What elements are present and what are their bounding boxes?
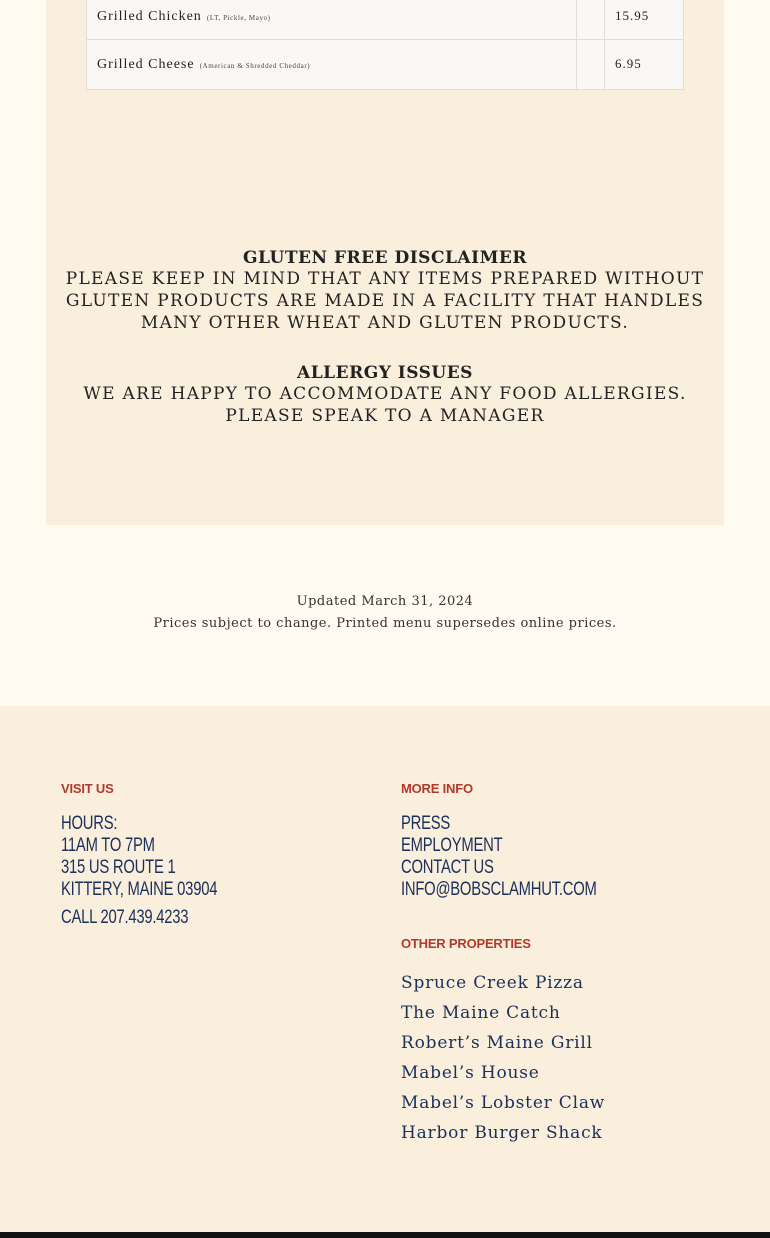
visit-us-heading: VISIT US xyxy=(61,781,114,796)
table-row xyxy=(87,0,683,40)
item-price: 15.95 xyxy=(615,8,650,23)
item-description: (American & Shredded Cheddar) xyxy=(199,62,311,70)
press-link[interactable]: PRESS xyxy=(401,813,451,834)
address-line-1: 315 US ROUTE 1 xyxy=(61,857,176,878)
other-properties-heading: OTHER PROPERTIES xyxy=(401,936,531,951)
other-properties-list xyxy=(401,968,605,1148)
updated-date: Updated March 31, 2024 xyxy=(296,594,474,609)
email-link[interactable]: INFO@BOBSCLAMHUT.COM xyxy=(401,879,597,900)
visit-info xyxy=(61,813,217,901)
more-info-heading: MORE INFO xyxy=(401,781,473,796)
allergy-body: WE ARE HAPPY TO ACCOMMODATE ANY FOOD ALLERGIES. PLEASE SPEAK TO A MANAGER xyxy=(83,384,687,426)
address-line-2: KITTERY, MAINE 03904 xyxy=(61,879,218,900)
table-row xyxy=(87,40,683,89)
employment-link[interactable]: EMPLOYMENT xyxy=(401,835,503,856)
item-name: Grilled Chicken xyxy=(97,9,202,24)
item-cell xyxy=(87,0,577,39)
hours-value: 11AM TO 7PM xyxy=(61,835,155,856)
allergy-title: ALLERGY ISSUES xyxy=(297,363,473,383)
site-footer xyxy=(0,706,770,1232)
more-info-links xyxy=(401,813,597,901)
property-link-mabels-house[interactable]: Mabel’s House xyxy=(401,1063,540,1083)
property-link-spruce-creek-pizza[interactable]: Spruce Creek Pizza xyxy=(401,973,584,993)
price-cell xyxy=(605,0,685,39)
call-link[interactable]: CALL 207.439.4233 xyxy=(61,907,189,928)
hours-label: HOURS: xyxy=(61,813,118,834)
property-link-mabels-lobster-claw[interactable]: Mabel’s Lobster Claw xyxy=(401,1093,606,1113)
menu-panel xyxy=(46,0,724,525)
allergy-notice xyxy=(46,363,724,427)
gluten-disclaimer xyxy=(46,248,724,334)
item-price: 6.95 xyxy=(615,56,642,71)
gluten-disclaimer-title: GLUTEN FREE DISCLAIMER xyxy=(243,248,527,268)
item-cell xyxy=(87,40,577,89)
contact-us-link[interactable]: CONTACT US xyxy=(401,857,494,878)
item-name: Grilled Cheese xyxy=(97,57,195,72)
gluten-disclaimer-body: PLEASE KEEP IN MIND THAT ANY ITEMS PREPARED WITHOUT GLUTEN PRODUCTS ARE MADE IN A FACILITY THAT HANDLES MANY OTHER WHEAT AND GLUTEN PRODUCTS. xyxy=(65,269,705,333)
item-description: (LT, Pickle, Mayo) xyxy=(206,14,271,22)
price-cell xyxy=(605,40,685,89)
property-link-harbor-burger-shack[interactable]: Harbor Burger Shack xyxy=(401,1123,603,1143)
property-link-the-maine-catch[interactable]: The Maine Catch xyxy=(401,1003,561,1023)
empty-cell xyxy=(577,0,605,39)
empty-cell xyxy=(577,40,605,89)
price-note: Prices subject to change. Printed menu supersedes online prices. xyxy=(153,616,617,631)
property-link-roberts-maine-grill[interactable]: Robert’s Maine Grill xyxy=(401,1033,593,1053)
menu-table xyxy=(86,0,684,90)
bottom-bar xyxy=(0,1232,770,1238)
